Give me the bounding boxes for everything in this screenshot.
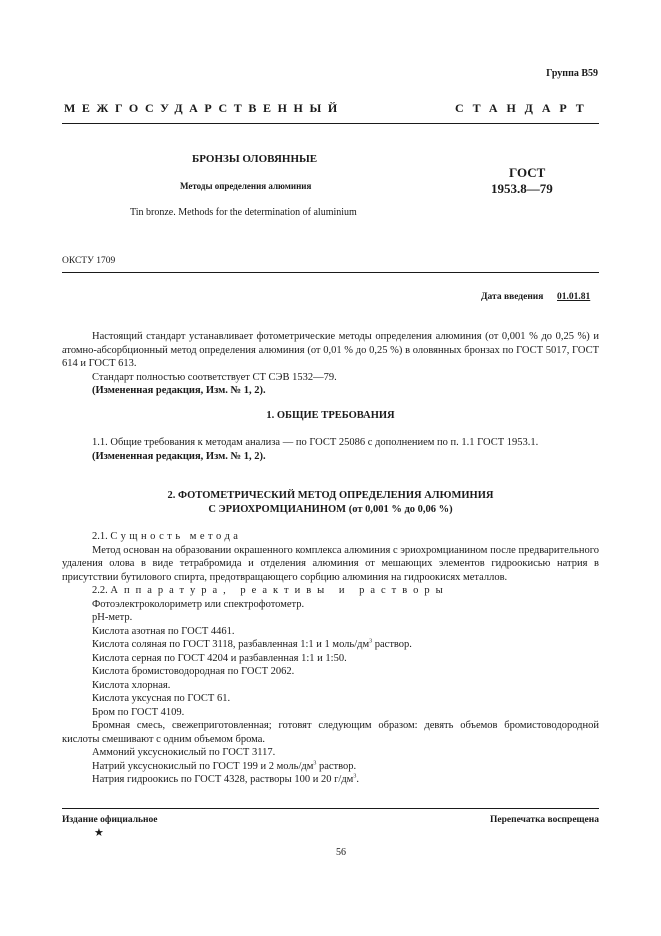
section1-heading: 1. ОБЩИЕ ТРЕБОВАНИЯ [266,410,395,421]
okstu-divider [62,272,599,273]
gost-label: ГОСТ [509,165,546,180]
list-item: Кислота серная по ГОСТ 4204 и разбавленная 1:1 и 1:50. [92,652,347,664]
header-divider [62,123,599,124]
footer-divider [62,808,599,809]
reprint-prohibited: Перепечатка воспрещена [489,815,599,825]
intro-date-label: Дата введения [481,292,544,302]
list-item: Кислота соляная по ГОСТ 3118, разбавленная 1:1 и 1 моль/$дм^3$ раствор. [92,638,412,650]
list-item: pH-метр. [92,612,133,623]
subsection-title: Сущность метода [110,531,242,542]
section2-heading-line2: С ЭРИОХРОМЦИАНИНОМ (от 0,001 % до 0,06 %) [208,503,453,515]
group-label: Группа В59 [546,68,598,79]
official-edition: Издание официальное [62,815,158,825]
subsection-2-2-heading [62,584,599,598]
intro-date-value: 01.01.81 [557,292,591,302]
subsection-number: 2.1. [92,531,108,542]
list-item: Натрия гидроокись по ГОСТ 4328, растворы 100 и 20 $г/дм^3$. [92,773,359,785]
document-title: БРОНЗЫ ОЛОВЯННЫЕ [192,153,318,165]
list-item: Фотоэлектроколориметр или спектрофотометр. [92,598,305,610]
section2-heading-line1: 2. ФОТОМЕТРИЧЕСКИЙ МЕТОД ОПРЕДЕЛЕНИЯ АЛЮМИНИЯ [167,490,494,501]
page-number: 56 [336,847,346,858]
gost-number: 1953.8—79 [491,181,553,196]
list-item: Натрий уксуснокислый по ГОСТ 199 и 2 моль/$дм^3$ раствор. [92,760,357,772]
section2-block [62,530,599,787]
sev-compliance: Стандарт полностью соответствует СТ СЭВ 1532—79. [92,371,337,383]
header-standard: СТАНДАРТ [455,101,593,115]
list-item: Кислота бромистоводородная по ГОСТ 2062. [92,666,295,677]
header-interstate: МЕЖГОСУДАРСТВЕННЫЙ [64,101,344,115]
amendment-note: (Измененная редакция, Изм. № 1, 2). [92,385,266,396]
method-essence-paragraph: Метод основан на образовании окрашенного комплекса алюминия с эриохромцианином после предварительного удаления олова в виде тетрабромида и отделения алюминия от мешающих элементов гидроокисью натрия в присутствии бутилового спирта, предотвращающего сорбцию алюминия на гидроокисях металлов. [62,544,599,583]
intro-block [62,330,599,398]
list-item: Аммоний уксуснокислый по ГОСТ 3117. [92,747,276,758]
section2-heading [62,489,599,516]
section1-block [62,436,599,463]
subsection-title: Аппаратура, реактивы и растворы [110,585,449,596]
amendment-note: (Измененная редакция, Изм. № 1, 2). [92,450,266,462]
list-item: Бром по ГОСТ 4109. [92,706,185,718]
subsection-number: 2.2. [92,585,108,596]
intro-paragraph: Настоящий стандарт устанавливает фотометрические методы определения алюминия (от 0,001 % до 0,25 %) и атомно-абсорбционный метод определения алюминия (от 0,01 % до 0,25 %) в оловянных бронзах по ГОСТ 5017, ГОСТ 614 и ГОСТ 613. [62,331,599,369]
list-item: Бромная смесь, свежеприготовленная; готовят следующим образом: девять объемов бромистоводородной кислоты смешивают с одним объемом брома. [62,720,599,745]
document-subtitle: Методы определения алюминия [180,181,312,191]
list-item: Кислота азотная по ГОСТ 4461. [92,625,235,637]
section1-paragraph: 1.1. Общие требования к методам анализа — по ГОСТ 25086 с дополнением по п. 1.1 ГОСТ 1953.1. [92,437,539,448]
list-item: Кислота хлорная. [92,679,171,691]
subsection-2-1-heading [62,530,599,544]
list-item: Кислота уксусная по ГОСТ 61. [92,693,231,704]
english-title: Tin bronze. Methods for the determination of aluminium [130,207,357,218]
okstu-code: ОКСТУ 1709 [62,256,116,266]
star-icon: ★ [94,827,104,839]
